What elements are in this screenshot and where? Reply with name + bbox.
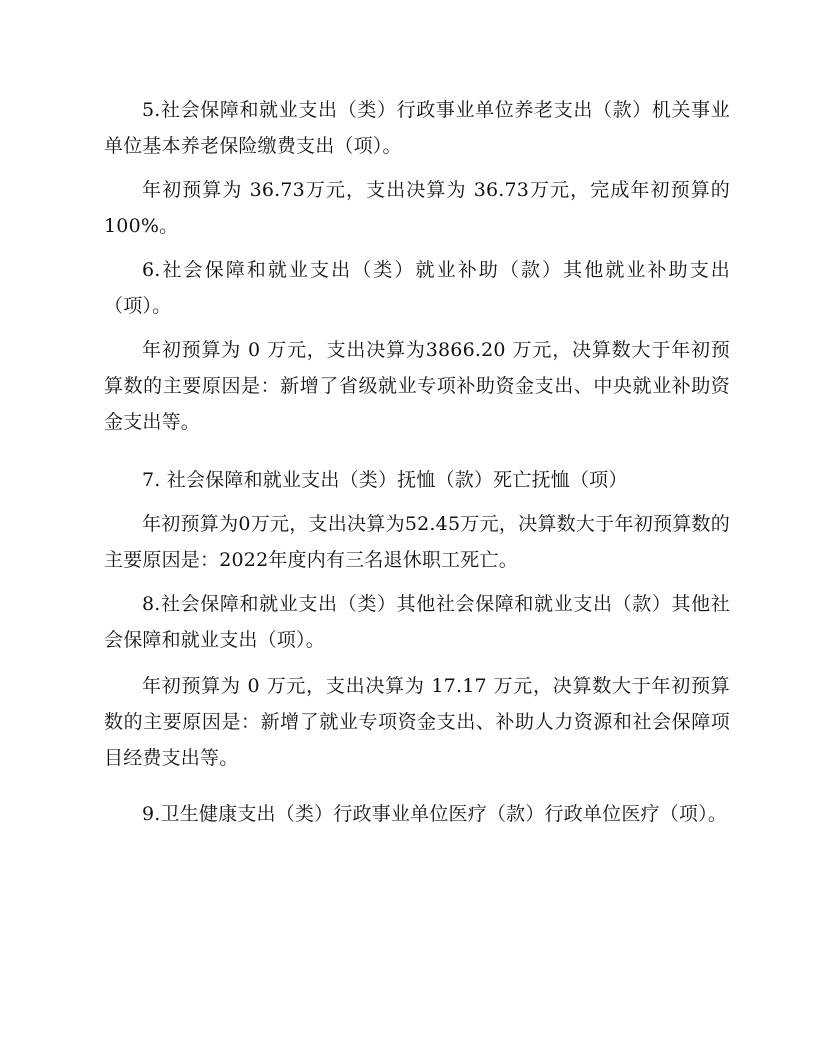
paragraph-item-9-heading: 9.卫生健康支出（类）行政事业单位医疗（款）行政单位医疗（项）。 (142, 803, 728, 825)
paragraph-item-7-heading: 7. 社会保障和就业支出（类）抚恤（款）死亡抚恤（项） (142, 469, 628, 491)
paragraph-item-8-heading: 8.社会保障和就业支出（类）其他社会保障和就业支出（款）其他社会保障和就业支出（项）。 (104, 593, 730, 651)
paragraph-item-8-detail: 年初预算为 0 万元，支出决算为 17.17 万元，决算数大于年初预算数的主要原因是：新增了就业专项资金支出、补助人力资源和社会保障项目经费支出等。 (104, 675, 730, 769)
paragraph-item-7-detail: 年初预算为0万元，支出决算为52.45万元，决算数大于年初预算数的主要原因是：2022年度内有三名退休职工死亡。 (104, 513, 730, 571)
paragraph-item-5-detail: 年初预算为 36.73万元，支出决算为 36.73万元，完成年初预算的100%。 (104, 179, 730, 237)
paragraph-item-6-detail: 年初预算为 0 万元，支出决算为3866.20 万元，决算数大于年初预算数的主要原因是：新增了省级就业专项补助资金支出、中央就业补助资金支出等。 (104, 339, 730, 433)
paragraph-item-6-heading: 6.社会保障和就业支出（类）就业补助（款）其他就业补助支出（项）。 (104, 259, 730, 317)
paragraph-item-5-heading: 5.社会保障和就业支出（类）行政事业单位养老支出（款）机关事业单位基本养老保险缴费支出（项）。 (104, 99, 730, 157)
